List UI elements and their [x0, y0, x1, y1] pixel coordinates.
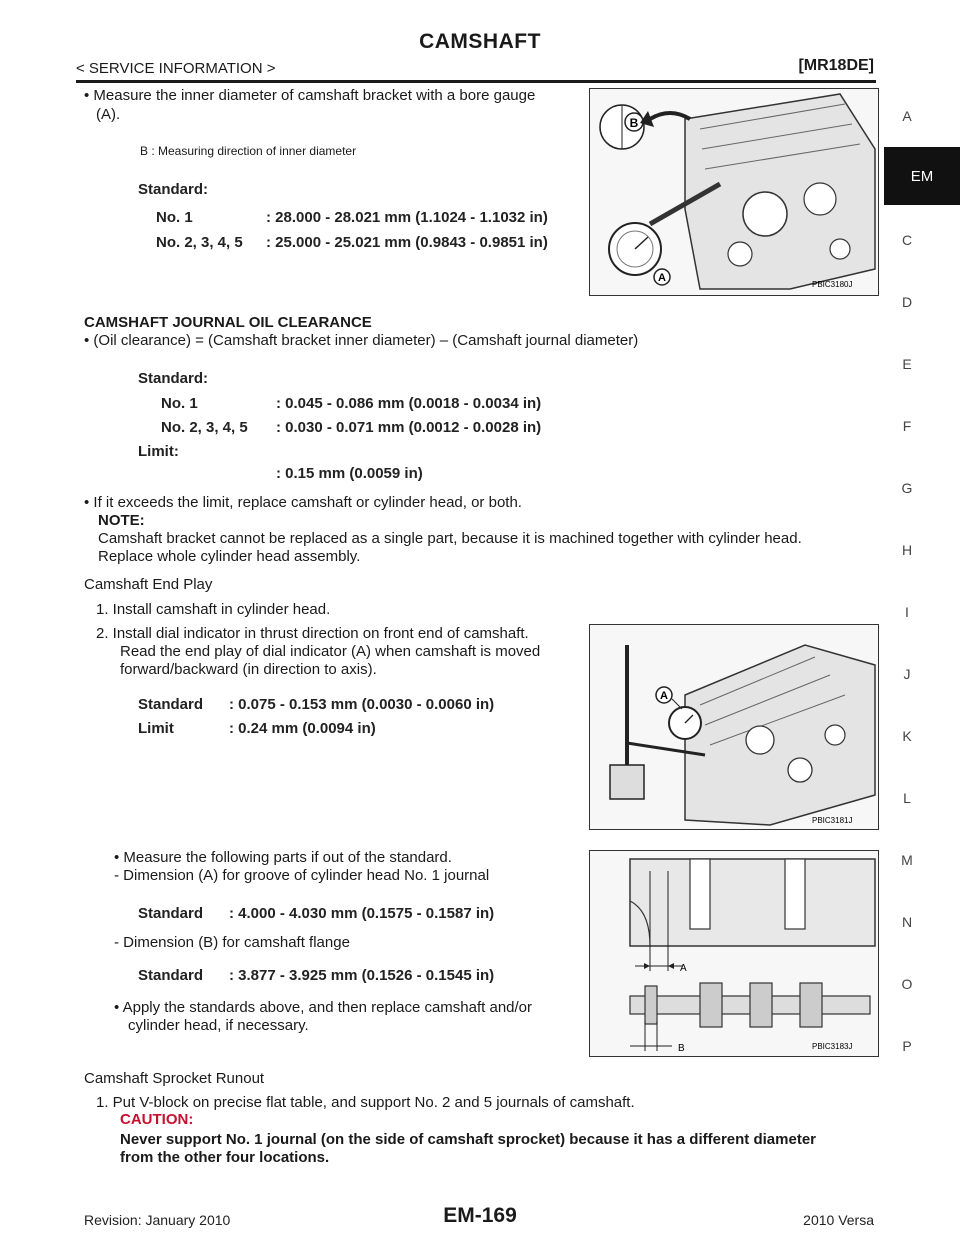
caution-line2: from the other four locations.: [120, 1149, 330, 1166]
fig1-code: PBIC3180J: [812, 280, 853, 289]
figure-dial-indicator: [589, 624, 879, 830]
bore-gauge-bullet: • Measure the inner diameter of camshaft bracket with a bore gauge: [84, 87, 536, 104]
side-letter-k[interactable]: K: [902, 728, 912, 744]
bore-gauge-bullet-cont: (A).: [96, 106, 121, 123]
journal-note-label: NOTE:: [98, 512, 145, 529]
side-letter-g[interactable]: G: [901, 480, 913, 496]
dial-indicator-illustration: [590, 625, 878, 829]
measure-parts-bullet: • Measure the following parts if out of the standard.: [114, 849, 452, 866]
end-play-limit-label: Limit: [138, 720, 174, 737]
caution-label: CAUTION:: [120, 1111, 194, 1128]
end-play-standard-value: : 0.075 - 0.153 mm (0.0030 - 0.0060 in): [229, 696, 495, 713]
side-letter-m[interactable]: M: [901, 852, 913, 868]
page-title: CAMSHAFT: [419, 30, 541, 53]
header-rule: [76, 80, 876, 83]
end-play-step2-line2: Read the end play of dial indicator (A) when camshaft is moved: [120, 643, 541, 660]
revision-date: Revision: January 2010: [84, 1212, 231, 1228]
figure-legend-b: B : Measuring direction of inner diameter: [140, 144, 357, 158]
side-letter-f[interactable]: F: [902, 418, 912, 434]
end-play-step1: 1. Install camshaft in cylinder head.: [96, 601, 331, 618]
section-label: < SERVICE INFORMATION >: [76, 60, 276, 77]
bracket-standard-label: Standard:: [138, 181, 209, 198]
bracket-no1-value: : 28.000 - 28.021 mm (1.1024 - 1.1032 in): [266, 209, 548, 226]
side-letter-j[interactable]: J: [903, 666, 911, 682]
side-letter-h[interactable]: H: [901, 542, 913, 558]
fig3-label-b: B: [678, 1043, 685, 1054]
bracket-no2-5-label: No. 2, 3, 4, 5: [156, 234, 243, 251]
end-play-heading: Camshaft End Play: [84, 576, 213, 593]
dimension-b-standard-label: Standard: [138, 967, 204, 984]
cylinder-head-bore-illustration: [590, 89, 878, 295]
journal-no1-label: No. 1: [161, 395, 198, 412]
end-play-limit-value: : 0.24 mm (0.0094 in): [229, 720, 376, 737]
journal-bullet: • (Oil clearance) = (Camshaft bracket inner diameter) – (Camshaft journal diameter): [84, 332, 639, 349]
end-play-step2-line1: 2. Install dial indicator in thrust direction on front end of camshaft.: [96, 625, 529, 642]
dimension-a-standard-value: : 4.000 - 4.030 mm (0.1575 - 0.1587 in): [229, 905, 495, 922]
dimension-b-item: - Dimension (B) for camshaft flange: [114, 934, 350, 951]
fig2-code: PBIC3181J: [812, 816, 853, 825]
dimension-a-item: - Dimension (A) for groove of cylinder head No. 1 journal: [114, 867, 490, 884]
page-number: EM-169: [443, 1204, 517, 1227]
side-letter-l[interactable]: L: [903, 790, 911, 806]
journal-note-line2: Replace whole cylinder head assembly.: [98, 548, 361, 565]
side-tab-em[interactable]: EM: [884, 147, 960, 205]
engine-model: [MR18DE]: [798, 57, 874, 74]
side-letter-c[interactable]: C: [901, 232, 913, 248]
journal-no1-value: : 0.045 - 0.086 mm (0.0018 - 0.0034 in): [276, 395, 542, 412]
vehicle-model: 2010 Versa: [803, 1212, 874, 1228]
fig1-label-a: A: [658, 272, 666, 284]
fig2-label-a: A: [660, 690, 668, 702]
figure-groove-flange: [589, 850, 879, 1057]
fig3-label-a: A: [680, 963, 687, 974]
dimension-a-standard-label: Standard: [138, 905, 204, 922]
journal-note-line1: Camshaft bracket cannot be replaced as a single part, because it is machined together with cylinder head.: [98, 530, 802, 547]
apply-standards-line1: • Apply the standards above, and then replace camshaft and/or: [114, 999, 533, 1016]
side-letter-i[interactable]: I: [905, 604, 909, 620]
dimension-b-standard-value: : 3.877 - 3.925 mm (0.1526 - 0.1545 in): [229, 967, 495, 984]
journal-limit-value: : 0.15 mm (0.0059 in): [276, 465, 423, 482]
journal-no2-5-value: : 0.030 - 0.071 mm (0.0012 - 0.0028 in): [276, 419, 542, 436]
groove-flange-illustration: [590, 851, 878, 1056]
journal-standard-label: Standard:: [138, 370, 209, 387]
side-letter-o[interactable]: O: [901, 976, 913, 992]
side-letter-a[interactable]: A: [902, 108, 912, 124]
bracket-no1-label: No. 1: [156, 209, 193, 226]
journal-no2-5-label: No. 2, 3, 4, 5: [161, 419, 248, 436]
journal-exceed-bullet: • If it exceeds the limit, replace camshaft or cylinder head, or both.: [84, 494, 522, 511]
side-letter-d[interactable]: D: [901, 294, 913, 310]
bracket-no2-5-value: : 25.000 - 25.021 mm (0.9843 - 0.9851 in): [266, 234, 548, 251]
figure-bore-gauge: [589, 88, 879, 296]
caution-line1: Never support No. 1 journal (on the side of camshaft sprocket) because it has a different diameter: [120, 1131, 816, 1148]
end-play-standard-label: Standard: [138, 696, 204, 713]
side-letter-n[interactable]: N: [901, 914, 913, 930]
fig1-label-b: B: [629, 116, 639, 130]
runout-heading: Camshaft Sprocket Runout: [84, 1070, 265, 1087]
fig3-code: PBIC3183J: [812, 1042, 853, 1051]
side-letter-p[interactable]: P: [902, 1038, 912, 1054]
journal-limit-label: Limit:: [138, 443, 179, 460]
side-letter-e[interactable]: E: [902, 356, 912, 372]
end-play-step2-line3: forward/backward (in direction to axis).: [120, 661, 377, 678]
apply-standards-line2: cylinder head, if necessary.: [128, 1017, 309, 1034]
runout-step1: 1. Put V-block on precise flat table, and support No. 2 and 5 journals of camshaft.: [96, 1094, 635, 1111]
journal-heading: CAMSHAFT JOURNAL OIL CLEARANCE: [84, 314, 372, 331]
